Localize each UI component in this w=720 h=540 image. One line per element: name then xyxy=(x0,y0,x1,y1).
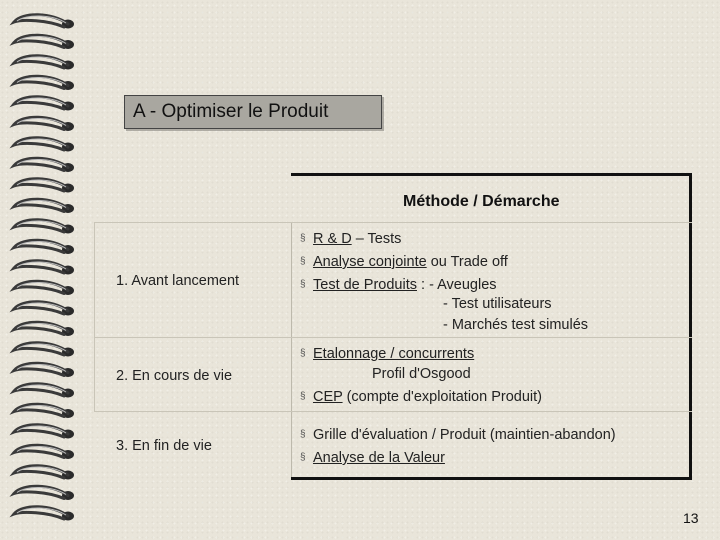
sub-item: Profil d'Osgood xyxy=(372,366,471,382)
table-divider xyxy=(94,337,692,338)
row-label-before-launch: 1. Avant lancement xyxy=(116,273,240,289)
table-divider xyxy=(94,222,95,412)
bullet-icon: § xyxy=(300,233,306,244)
list-item xyxy=(313,346,474,362)
binding-ring-icon xyxy=(14,466,74,480)
list-item: CEP (compte d'exploitation Produit) xyxy=(313,389,542,405)
row-label-end-of-life: 3. En fin de vie xyxy=(116,438,212,454)
bullet-icon: § xyxy=(300,348,306,359)
bullet-icon: § xyxy=(300,256,306,267)
binding-ring-icon xyxy=(14,220,74,234)
binding-ring-icon xyxy=(14,138,74,152)
column-header-box xyxy=(291,173,692,224)
list-item: Grille d'évaluation / Produit (maintien-abandon) xyxy=(313,427,616,443)
binding-ring-icon xyxy=(14,158,74,172)
binding-ring-icon xyxy=(14,261,74,275)
list-item: R & D – Tests xyxy=(313,231,402,247)
table-divider xyxy=(94,222,692,223)
list-item xyxy=(313,450,445,466)
slide-title: A - Optimiser le Produit xyxy=(133,101,329,122)
table-border-bottom xyxy=(291,477,692,480)
slide-title-box xyxy=(124,95,382,129)
binding-ring-icon xyxy=(14,384,74,398)
method-link[interactable]: Etalonnage / concurrents xyxy=(313,346,475,362)
method-link[interactable]: CEP xyxy=(313,389,343,405)
binding-ring-icon xyxy=(14,445,74,459)
binding-ring-icon xyxy=(14,322,74,336)
bullet-icon: § xyxy=(300,391,306,402)
binding-ring-icon xyxy=(14,302,74,316)
binding-ring-icon xyxy=(14,179,74,193)
sub-item: - Marchés test simulés xyxy=(443,317,589,333)
binding-ring-icon xyxy=(14,15,74,29)
list-item: Test de Produits : - Aveugles xyxy=(313,277,497,293)
bullet-icon: § xyxy=(300,429,306,440)
spiral-binding xyxy=(0,0,80,540)
binding-ring-icon xyxy=(14,76,74,90)
binding-ring-icon xyxy=(14,363,74,377)
binding-ring-icon xyxy=(14,281,74,295)
method-link[interactable]: Analyse de la Valeur xyxy=(313,450,445,466)
table-divider xyxy=(94,411,692,412)
table-divider xyxy=(291,222,292,480)
table-border-right xyxy=(689,222,692,480)
binding-ring-icon xyxy=(14,240,74,254)
method-link[interactable]: Test de Produits xyxy=(313,277,417,293)
method-link[interactable]: R & D xyxy=(313,231,352,247)
binding-ring-icon xyxy=(14,486,74,500)
binding-ring-icon xyxy=(14,404,74,418)
row-label-in-life: 2. En cours de vie xyxy=(116,368,233,384)
bullet-icon: § xyxy=(300,452,306,463)
binding-ring-icon xyxy=(14,97,74,111)
binding-ring-icon xyxy=(14,343,74,357)
binding-ring-icon xyxy=(14,199,74,213)
binding-ring-icon xyxy=(14,425,74,439)
binding-ring-icon xyxy=(14,35,74,49)
binding-ring-icon xyxy=(14,56,74,70)
list-item: Analyse conjointe ou Trade off xyxy=(313,254,508,270)
bullet-icon: § xyxy=(300,279,306,290)
page-number: 13 xyxy=(683,510,699,526)
column-header: Méthode / Démarche xyxy=(403,193,560,210)
binding-ring-icon xyxy=(14,507,74,521)
method-link[interactable]: Analyse conjointe xyxy=(313,254,427,270)
binding-ring-icon xyxy=(14,117,74,131)
sub-item: - Test utilisateurs xyxy=(443,296,552,312)
